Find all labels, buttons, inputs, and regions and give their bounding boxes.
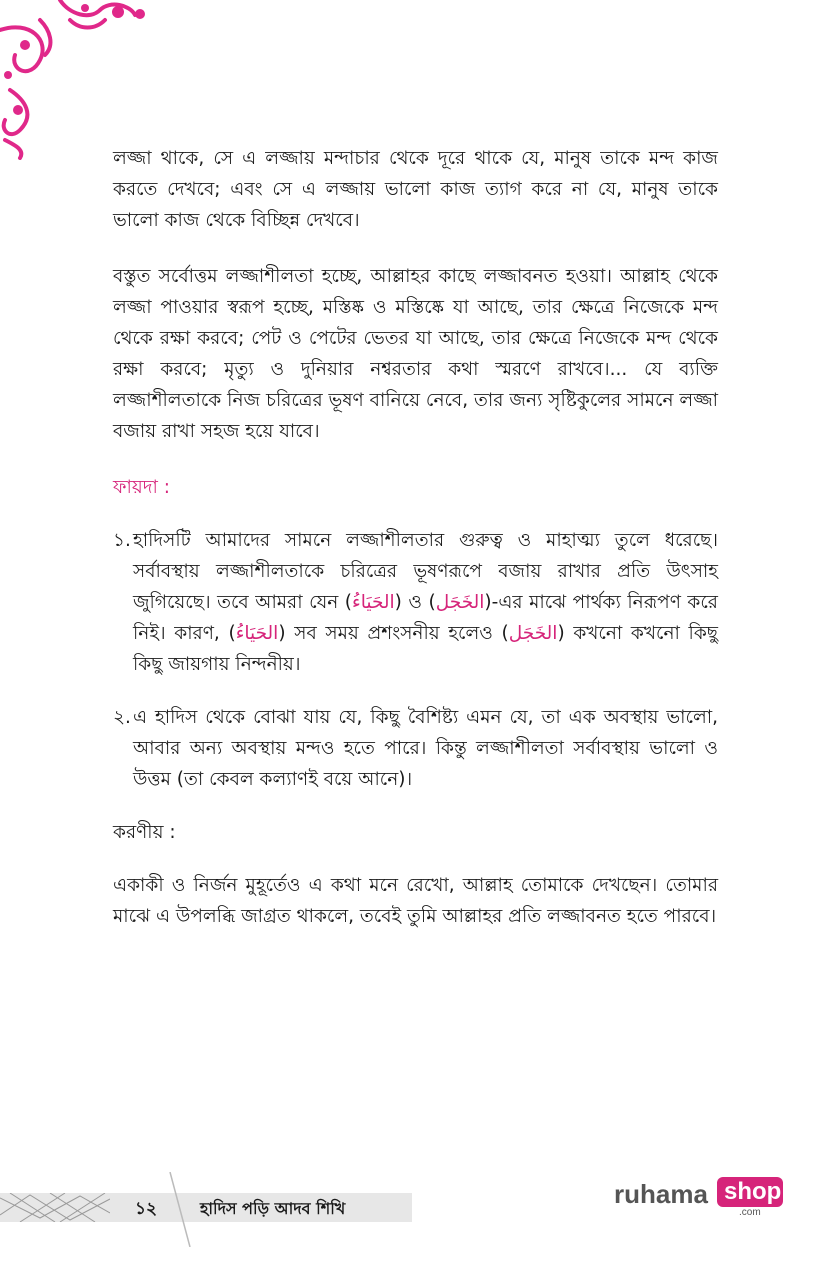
list-text-part: ) সব সময় প্রশংসনীয় হলেও ( bbox=[278, 623, 509, 644]
ruhamashop-logo bbox=[614, 1175, 784, 1221]
list-item bbox=[113, 702, 718, 795]
list-text-part: )-এর মাঝে পার্থক্য নিরূপণ করে নিই। কারণ, ( bbox=[133, 592, 718, 644]
arabic-term: الحَيَاءُ bbox=[235, 623, 279, 644]
karaniyo-text: একাকী ও নির্জন মুহূর্তেও এ কথা মনে রেখো, আল্লাহ তোমাকে দেখছেন। তোমার মাঝে এ উপলব্ধি জাগ্রত থাকলে, তবেই তুমি আল্লাহর প্রতি লজ্জাবনত হতে পারবে। bbox=[113, 875, 718, 927]
page-number: ১২ bbox=[135, 1199, 158, 1219]
logo-domain: .com bbox=[739, 1207, 761, 1218]
karaniyo-heading: করণীয় : bbox=[113, 822, 176, 843]
arabic-term: الحَيَاءُ bbox=[352, 592, 395, 613]
footer-bar bbox=[0, 1193, 412, 1222]
logo-brand: ruhama bbox=[614, 1179, 708, 1209]
footer-pattern-icon bbox=[0, 1193, 110, 1222]
list-number: ২. bbox=[113, 707, 131, 728]
arabic-term: الخَجَل bbox=[508, 623, 558, 644]
footer-divider-icon bbox=[165, 1172, 195, 1247]
floral-ornament-icon bbox=[0, 0, 160, 160]
list-text bbox=[133, 525, 718, 680]
list-number: ১. bbox=[113, 530, 131, 551]
paragraph-2: বস্তুত সর্বোত্তম লজ্জাশীলতা হচ্ছে, আল্লাহর কাছে লজ্জাবনত হওয়া। আল্লাহ থেকে লজ্জা পাওয়ার স্বরূপ হচ্ছে, মস্তিষ্ক ও মস্তিষ্কে যা আছে, তার ক্ষেত্রে নিজেকে মন্দ থেকে রক্ষা করবে; পেট ও পেটের ভেতর যা আছে, তার ক্ষেত্রে নিজেকে মন্দ থেকে রক্ষা করবে; মৃত্যু ও দুনিয়ার নশ্বরতার কথা স্মরণে রাখবে।... যে ব্যক্তি লজ্জাশীলতাকে নিজ চরিত্রের ভূষণ বানিয়ে নেবে, তার জন্য সৃষ্টিকুলের সামনে লজ্জা বজায় রাখা সহজ হয়ে যাবে। bbox=[113, 266, 718, 442]
list-text-part: হাদিসটি আমাদের সামনে লজ্জাশীলতার গুরুত্ব ও মাহাত্ম্য তুলে ধরেছে। সর্বাবস্থায় লজ্জাশীলতাকে চরিত্রের ভূষণরূপে বজায় রাখার প্রতি উৎসাহ জুগিয়েছে। তবে আমরা যেন ( bbox=[133, 530, 718, 613]
paragraph-1: লজ্জা থাকে, সে এ লজ্জায় মন্দাচার থেকে দূরে থাকে যে, মানুষ তাকে মন্দ কাজ করতে দেখবে; এবং সে এ লজ্জায় ভালো কাজ ত্যাগ করে না যে, মানুষ তাকে ভালো কাজ থেকে বিচ্ছিন্ন দেখবে। bbox=[113, 148, 718, 231]
list-text: এ হাদিস থেকে বোঝা যায় যে, কিছু বৈশিষ্ট্য এমন যে, তা এক অবস্থায় ভালো, আবার অন্য অবস্থায় মন্দও হতে পারে। কিন্তু লজ্জাশীলতা সর্বাবস্থায় ভালো ও উত্তম (তা কেবল কল্যাণই বয়ে আনে)। bbox=[133, 707, 718, 790]
logo-shop: shop bbox=[724, 1178, 782, 1205]
arabic-term: الخَجَل bbox=[435, 592, 485, 613]
main-content bbox=[113, 143, 718, 957]
faida-heading: ফায়দা : bbox=[113, 477, 170, 498]
book-title: হাদিস পড়ি আদব শিখি bbox=[200, 1199, 346, 1218]
list-item bbox=[113, 525, 718, 680]
list-text-part: ) ও ( bbox=[394, 592, 436, 613]
list-text-part: ) কখনো কখনো কিছু কিছু জায়গায় নিন্দনীয়। bbox=[133, 623, 718, 675]
